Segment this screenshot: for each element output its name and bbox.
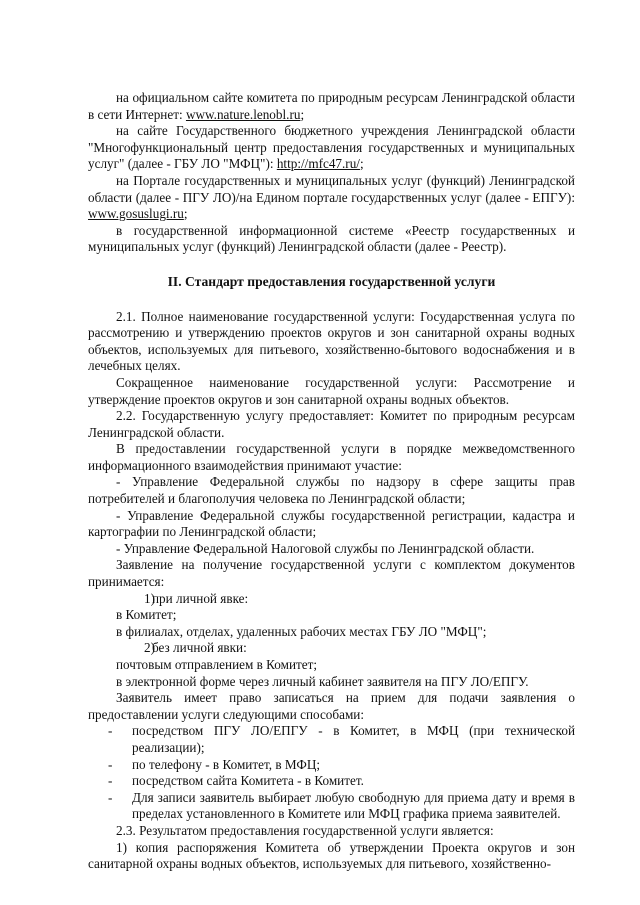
section-heading: II. Стандарт предоставления государственной услуги xyxy=(167,273,496,289)
list-item-electronic: в электронной форме через личный кабинет заявителя на ПГУ ЛО/ЕПГУ. xyxy=(116,673,529,689)
paragraph-website-committee: на официальном сайте комитета по природным ресурсам Ленинградской области в сети Интернет: www.nature.lenobl.ru; xyxy=(88,90,575,122)
link-gosuslugi[interactable]: www.gosuslugi.ru xyxy=(88,206,184,222)
paragraph-2-3-item-1: 1) копия распоряжения Комитета об утверждении Проекта округов и зон санитарной охраны водных объектов, используемых для питьевого, хозяйственно- xyxy=(88,839,575,872)
paragraph-2-1-short: Сокращенное наименование государственной услуги: Рассмотрение и утверждение проектов округов и зон санитарной охраны водных объектов. xyxy=(88,374,575,407)
list-item-mail: почтовым отправлением в Комитет; xyxy=(116,657,318,672)
list-item-mfc-branches: в филиалах, отделах, удаленных рабочих местах ГБУ ЛО "МФЦ"; xyxy=(116,623,487,639)
paragraph-portal: на Портале государственных и муниципальных услуг (функций) Ленинградской области (далее - ПГУ ЛО)/на Едином портале государственных услуг (далее - ЕПГУ): www.gosuslugi.ru; xyxy=(88,172,575,222)
link-mfc47[interactable]: http://mfc47.ru/ xyxy=(276,156,360,172)
paragraph-tax-service: - Управление Федеральной Налоговой службы по Ленинградской области. xyxy=(116,540,535,556)
paragraph-registry: в государственной информационной системе «Реестр государственных и муниципальных услуг (функций) Ленинградской области (далее - Реестр). xyxy=(88,222,575,255)
list-item-in-person: 1)при личной явке: xyxy=(144,590,249,606)
list-item-choose-date: - Для записи заявитель выбирает любую свободную для приема дату и время в пределах установленного в Комитете или МФЦ графика приема заявителей. xyxy=(108,789,575,822)
paragraph-application: Заявление на получение государственной услуги с комплектом документов принимается: xyxy=(88,557,575,590)
list-item-remote: 2)без личной явки: xyxy=(144,640,247,656)
paragraph-rosreestr: - Управление Федеральной службы государственной регистрации, кадастра и картографии по Ленинградской области; xyxy=(88,507,575,540)
paragraph-2-1: 2.1. Полное наименование государственной услуги: Государственная услуга по рассмотрению и утверждению проектов округов и зон санитарной охраны водных объектов, используемых для питьевого, хозяйственно-бытового водоснабжения и в лечебных целях. xyxy=(88,308,575,374)
paragraph-2-3: 2.3. Результатом предоставления государственной услуги является: xyxy=(116,822,494,838)
list-item-by-phone: - по телефону - в Комитет, в МФЦ; xyxy=(108,756,321,772)
paragraph-appointment: Заявитель имеет право записаться на прием для подачи заявления о предоставлении услуги следующими способами: xyxy=(88,690,575,722)
list-item-committee: в Комитет; xyxy=(116,607,177,623)
list-item-via-portal: - посредством ПГУ ЛО/ЕПГУ - в Комитет, в МФЦ (при технической реализации); xyxy=(108,723,575,755)
list-item-via-website: - посредством сайта Комитета - в Комитет. xyxy=(108,773,364,789)
paragraph-website-mfc: на сайте Государственного бюджетного учреждения Ленинградской области "Многофункциональный центр предоставления государственных и муниципальных услуг" (далее - ГБУ ЛО "МФЦ"): http://mfc47.ru/; xyxy=(88,123,575,172)
paragraph-2-2-participants: В предоставлении государственной услуги в порядке межведомственного информационного взаимодействия принимают участие: xyxy=(88,441,575,473)
link-nature-lenobl[interactable]: www.nature.lenobl.ru xyxy=(185,106,301,122)
paragraph-2-2: 2.2. Государственную услугу предоставляет: Комитет по природным ресурсам Ленинградской области. xyxy=(88,408,575,440)
document-page xyxy=(88,90,575,873)
paragraph-rospotrebnadzor: - Управление Федеральной службы по надзору в сфере защиты прав потребителей и благополучия человека по Ленинградской области; xyxy=(88,474,575,507)
